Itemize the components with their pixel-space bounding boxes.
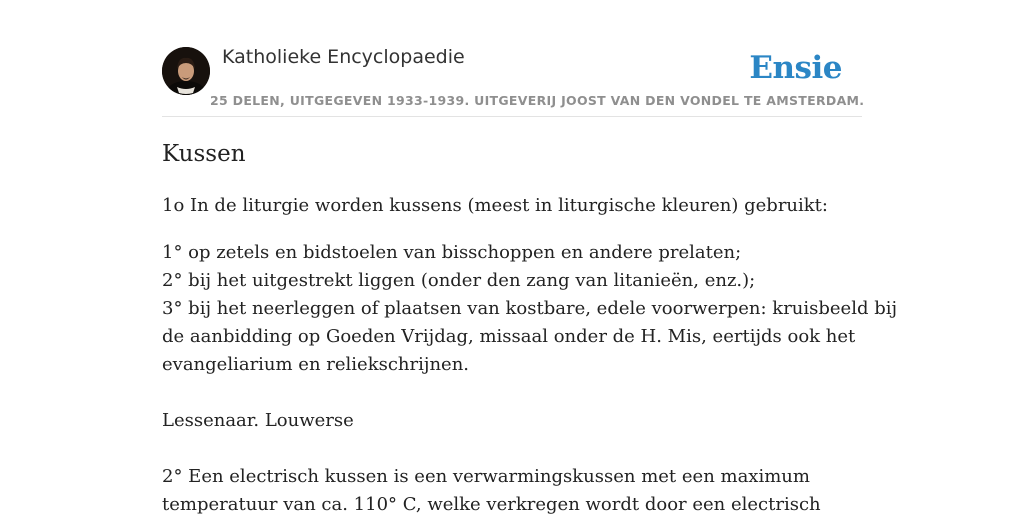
list-line: evangeliarium en reliekschrijnen. — [162, 354, 470, 375]
reference-line: Lessenaar. Louwerse — [162, 410, 354, 431]
list-line: 1° op zetels en bidstoelen van bisschoppen en andere prelaten; — [162, 242, 742, 263]
paragraph-line: 2° Een electrisch kussen is een verwarmingskussen met een maximum — [162, 466, 810, 487]
article-title: Kussen — [162, 141, 246, 167]
brand-logo[interactable]: Ensie — [749, 50, 842, 86]
book-avatar[interactable] — [162, 47, 210, 95]
list-line: 2° bij het uitgestrekt liggen (onder den zang van litanieën, enz.); — [162, 270, 756, 291]
second-paragraph — [162, 463, 862, 519]
site-header — [162, 40, 865, 117]
paragraph-line: temperatuur van ca. 110° C, welke verkregen wordt door een electrisch — [162, 494, 821, 515]
list-line: 3° bij het neerleggen of plaatsen van kostbare, edele voorwerpen: kruisbeeld bij — [162, 298, 898, 319]
list-line: de aanbidding op Goeden Vrijdag, missaal onder de H. Mis, eertijds ook het — [162, 326, 856, 347]
book-title[interactable]: Katholieke Encyclopaedie — [222, 46, 465, 68]
article-content — [162, 138, 898, 519]
intro-paragraph: 1o In de liturgie worden kussens (meest in liturgische kleuren) gebruikt: — [162, 195, 828, 216]
list-paragraph — [162, 239, 898, 379]
portrait-icon — [162, 47, 210, 95]
book-subtitle: 25 DELEN, UITGEGEVEN 1933-1939. UITGEVERIJ JOOST VAN DEN VONDEL TE AMSTERDAM. — [210, 93, 865, 108]
